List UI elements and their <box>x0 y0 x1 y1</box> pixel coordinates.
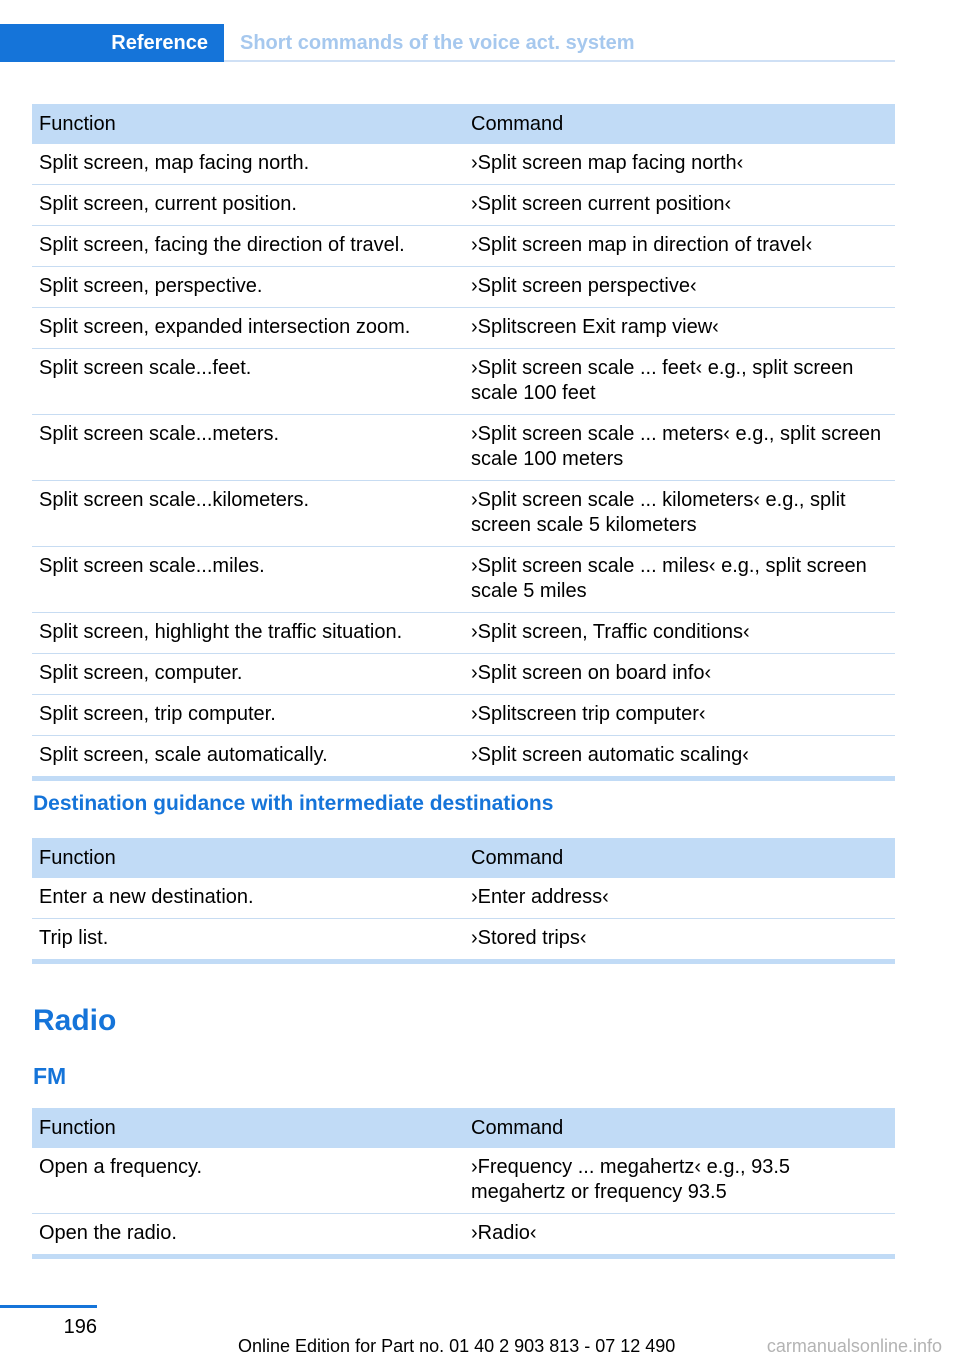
column-header-function: Function <box>32 1108 464 1148</box>
command-cell: ›Splitscreen trip computer‹ <box>464 695 895 736</box>
function-cell: Open the radio. <box>32 1214 464 1257</box>
function-cell: Open a frequency. <box>32 1148 464 1214</box>
command-cell: ›Split screen scale ... feet‹ e.g., split screen scale 100 feet <box>464 349 895 415</box>
table-row <box>32 415 895 481</box>
command-cell: ›Split screen map facing north‹ <box>464 144 895 185</box>
table-row <box>32 1214 895 1257</box>
command-cell: ›Split screen map in direction of travel‹ <box>464 226 895 267</box>
function-cell: Split screen, expanded intersection zoom. <box>32 308 464 349</box>
command-cell: ›Enter address‹ <box>464 878 895 919</box>
radio-commands-table <box>32 1108 895 1259</box>
function-cell: Split screen, perspective. <box>32 267 464 308</box>
function-cell: Split screen, scale automatically. <box>32 736 464 779</box>
function-cell: Split screen, facing the direction of travel. <box>32 226 464 267</box>
section-title: Short commands of the voice act. system <box>240 32 635 54</box>
table-row <box>32 695 895 736</box>
function-cell: Split screen, computer. <box>32 654 464 695</box>
command-cell: ›Split screen scale ... meters‹ e.g., split screen scale 100 meters <box>464 415 895 481</box>
radio-heading: Radio <box>33 1004 117 1037</box>
function-cell: Split screen scale...feet. <box>32 349 464 415</box>
table-row <box>32 736 895 779</box>
table-row <box>32 226 895 267</box>
edition-note: Online Edition for Part no. 01 40 2 903 813 - 07 12 490 <box>238 1336 676 1356</box>
function-cell: Split screen scale...meters. <box>32 415 464 481</box>
function-cell: Split screen scale...kilometers. <box>32 481 464 547</box>
table-row <box>32 547 895 613</box>
table-row <box>32 654 895 695</box>
page-number: 196 <box>63 1316 97 1338</box>
function-cell: Split screen, highlight the traffic situation. <box>32 613 464 654</box>
command-cell: ›Split screen perspective‹ <box>464 267 895 308</box>
table-row <box>32 481 895 547</box>
watermark: carmanualsonline.info <box>766 1336 942 1356</box>
command-cell: ›Split screen, Traffic conditions‹ <box>464 613 895 654</box>
table-row <box>32 185 895 226</box>
table-header-row <box>32 1108 895 1148</box>
command-cell: ›Split screen current position‹ <box>464 185 895 226</box>
table-row <box>32 349 895 415</box>
footer-rule <box>0 1305 97 1308</box>
split-screen-commands-table <box>32 104 895 781</box>
table-header-row <box>32 104 895 144</box>
table-row <box>32 919 895 962</box>
command-cell: ›Stored trips‹ <box>464 919 895 962</box>
destination-guidance-heading: Destination guidance with intermediate destinations <box>33 792 554 815</box>
table-row <box>32 878 895 919</box>
header-rule <box>224 60 895 62</box>
command-cell: ›Split screen scale ... miles‹ e.g., split screen scale 5 miles <box>464 547 895 613</box>
fm-subheading: FM <box>33 1063 67 1089</box>
function-cell: Split screen scale...miles. <box>32 547 464 613</box>
command-cell: ›Radio‹ <box>464 1214 895 1257</box>
page-header <box>0 24 895 62</box>
function-cell: Split screen, current position. <box>32 185 464 226</box>
command-cell: ›Frequency ... megahertz‹ e.g., 93.5 megahertz or frequency 93.5 <box>464 1148 895 1214</box>
function-cell: Enter a new destination. <box>32 878 464 919</box>
command-cell: ›Split screen on board info‹ <box>464 654 895 695</box>
command-cell: ›Split screen automatic scaling‹ <box>464 736 895 779</box>
column-header-function: Function <box>32 104 464 144</box>
function-cell: Trip list. <box>32 919 464 962</box>
column-header-command: Command <box>464 104 895 144</box>
function-cell: Split screen, map facing north. <box>32 144 464 185</box>
column-header-function: Function <box>32 838 464 878</box>
destination-commands-table <box>32 838 895 964</box>
column-header-command: Command <box>464 838 895 878</box>
command-cell: ›Split screen scale ... kilometers‹ e.g., split screen scale 5 kilometers <box>464 481 895 547</box>
chapter-tab-label: Reference <box>111 31 208 54</box>
table-row <box>32 144 895 185</box>
table-row <box>32 308 895 349</box>
column-header-command: Command <box>464 1108 895 1148</box>
command-cell: ›Splitscreen Exit ramp view‹ <box>464 308 895 349</box>
table-row <box>32 267 895 308</box>
table-row <box>32 613 895 654</box>
table-row <box>32 1148 895 1214</box>
table-header-row <box>32 838 895 878</box>
function-cell: Split screen, trip computer. <box>32 695 464 736</box>
chapter-tab[interactable] <box>0 24 224 62</box>
